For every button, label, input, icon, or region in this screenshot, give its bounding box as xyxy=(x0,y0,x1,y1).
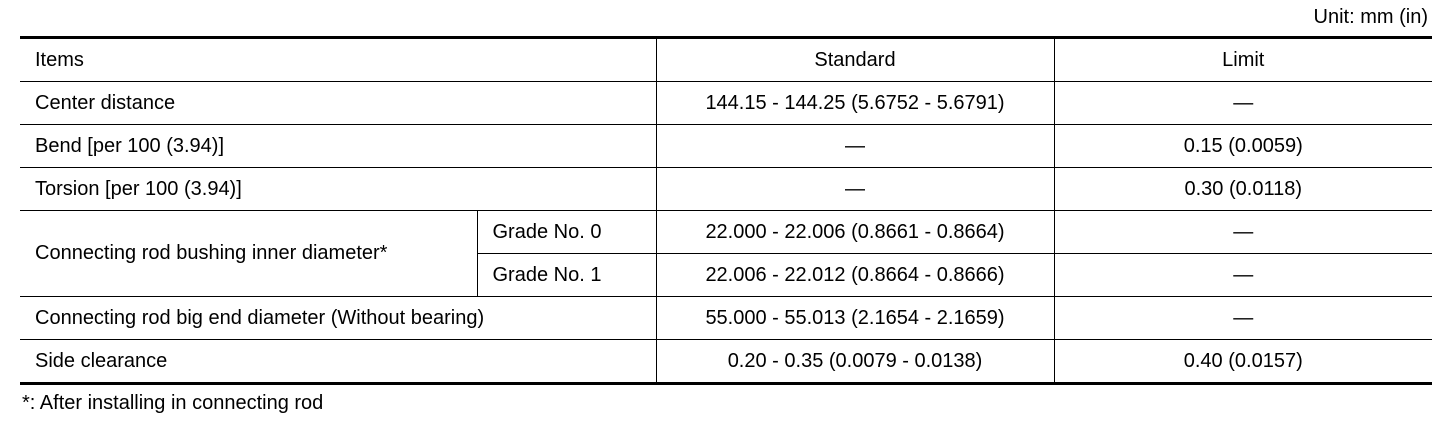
row-limit-bend: 0.15 (0.0059) xyxy=(1054,125,1432,168)
row-limit-side-clearance: 0.40 (0.0157) xyxy=(1054,340,1432,384)
row-item-side-clearance: Side clearance xyxy=(20,340,656,384)
row-standard-side-clearance: 0.20 - 0.35 (0.0079 - 0.0138) xyxy=(656,340,1054,384)
unit-label: Unit: mm (in) xyxy=(1313,6,1428,28)
table-row xyxy=(20,211,1432,254)
row-standard-torsion: — xyxy=(656,168,1054,211)
header-row xyxy=(20,38,1432,82)
row-limit-grade-0: — xyxy=(1054,211,1432,254)
row-limit-center-distance: — xyxy=(1054,82,1432,125)
row-grade-1: Grade No. 1 xyxy=(477,254,656,297)
spec-table xyxy=(20,36,1432,385)
table-row xyxy=(20,125,1432,168)
row-limit-torsion: 0.30 (0.0118) xyxy=(1054,168,1432,211)
row-limit-grade-1: — xyxy=(1054,254,1432,297)
row-standard-grade-1: 22.006 - 22.012 (0.8664 - 0.8666) xyxy=(656,254,1054,297)
header-items: Items xyxy=(20,38,656,82)
row-item-center-distance: Center distance xyxy=(20,82,656,125)
header-standard: Standard xyxy=(656,38,1054,82)
row-grade-0: Grade No. 0 xyxy=(477,211,656,254)
table-row xyxy=(20,168,1432,211)
row-standard-center-distance: 144.15 - 144.25 (5.6752 - 5.6791) xyxy=(656,82,1054,125)
row-standard-big-end: 55.000 - 55.013 (2.1654 - 2.1659) xyxy=(656,297,1054,340)
row-item-torsion: Torsion [per 100 (3.94)] xyxy=(20,168,656,211)
row-standard-bend: — xyxy=(656,125,1054,168)
table-row xyxy=(20,297,1432,340)
row-item-bushing: Connecting rod bushing inner diameter* xyxy=(20,211,477,297)
footnote: *: After installing in connecting rod xyxy=(22,392,324,414)
row-item-big-end: Connecting rod big end diameter (Without bearing) xyxy=(20,297,656,340)
table-row xyxy=(20,82,1432,125)
row-standard-grade-0: 22.000 - 22.006 (0.8661 - 0.8664) xyxy=(656,211,1054,254)
table-row xyxy=(20,340,1432,384)
header-limit: Limit xyxy=(1054,38,1432,82)
row-item-bend: Bend [per 100 (3.94)] xyxy=(20,125,656,168)
row-limit-big-end: — xyxy=(1054,297,1432,340)
